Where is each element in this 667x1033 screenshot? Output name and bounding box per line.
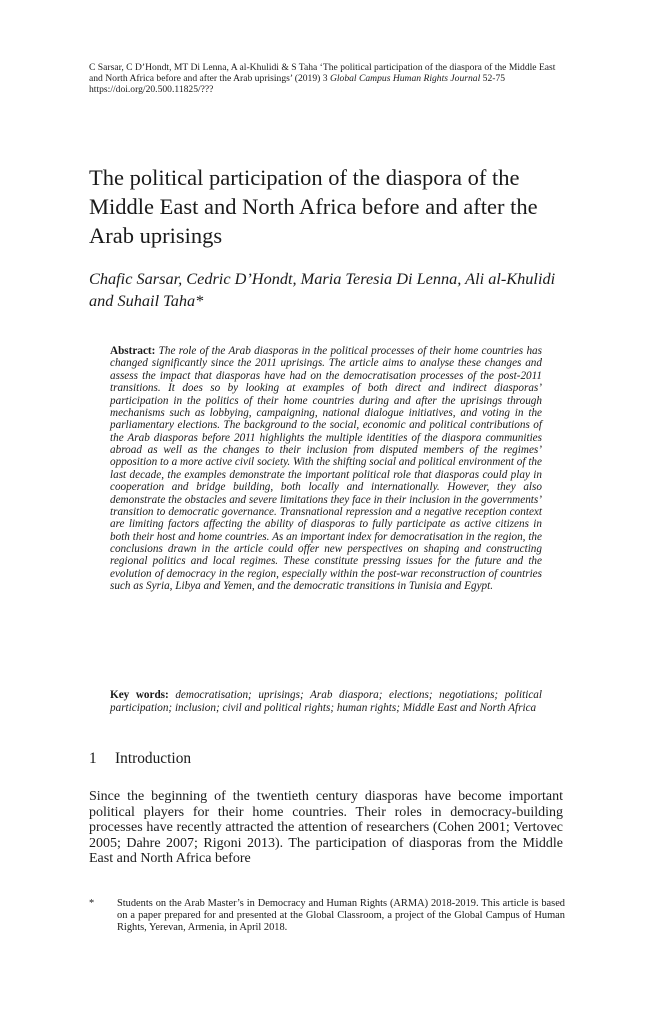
keywords-label: Key words: — [110, 689, 169, 701]
abstract-label: Abstract: — [110, 345, 156, 357]
section-number: 1 — [89, 750, 97, 767]
citation-text: C Sarsar, C D’Hondt, MT Di Lenna, A al-Khulidi & S Taha ‘The political participation of the diaspora of the Middle East and North Africa before and after the Arab uprisings’ (2019) 3 — [89, 62, 556, 84]
journal-name: Global Campus Human Rights Journal — [329, 73, 481, 84]
doi-link[interactable]: https://doi.org/20.500.11825/??? — [89, 84, 214, 95]
section-title: Introduction — [115, 750, 192, 767]
abstract — [110, 345, 542, 593]
footnote-text: Students on the Arab Master’s in Democracy and Human Rights (ARMA) 2018-2019. This article is based on a paper prepared for and presented at the Global Classroom, a project of the Global Campus of Human Rights, Yerevan, Armenia, in April 2018. — [117, 898, 565, 933]
page-range: 52-75 — [482, 73, 506, 84]
keywords-text: democratisation; uprisings; Arab diaspora; elections; negotiations; political participation; inclusion; civil and political rights; human rights; Middle East and North Africa — [110, 689, 542, 714]
footnote — [89, 898, 565, 934]
body-paragraph: Since the beginning of the twentieth century diasporas have become important political players for their home countries. Their roles in democracy-building processes have recently attracted the attention of researchers (Cohen 2001; Vertovec 2005; Dahre 2007; Rigoni 2013). The participation of diasporas from the Middle East and North Africa before — [89, 789, 563, 867]
article-title: The political participation of the diaspora of the Middle East and North Africa before and after the Arab uprisings — [89, 165, 538, 248]
author-list: Chafic Sarsar, Cedric D’Hondt, Maria Teresia Di Lenna, Ali al-Khulidi and Suhail Taha* — [89, 269, 556, 310]
section-heading — [89, 749, 191, 768]
keywords — [110, 689, 542, 714]
citation-block — [89, 62, 565, 95]
footnote-mark: * — [89, 898, 95, 909]
abstract-text: The role of the Arab diasporas in the political processes of their home countries has changed significantly since the 2011 uprisings. The article aims to analyse these changes and assess the impact that diasporas have had on the democratisation processes of the post-2011 transitions. It does so by looking at examples of both direct and indirect diasporas’ participation in the politics of their home countries during and after the uprisings through mechanisms such as lobbying, campaigning, national dialogue initiatives, and voting in the parliamentary elections. The background to the social, economic and political contributions of the Arab diasporas before 2011 highlights the multiple identities of the diaspora communities abroad as well as the changes to their inclusion from disputed members of the regimes’ opposition to a more active civil society. With the shifting social and political environment of the last decade, the examples demonstrate the important political role that diasporas could play in cooperation and bridge building, both locally and internationally. However, they also demonstrate the obstacles and severe limitations they face in their inclusion in the governments’ transition to democratic governance. Transnational repression and a negative reception context are limiting factors affecting the ability of diasporas to fully participate as active citizens in both their host and home countries. As an important index for democratisation in the region, the conclusions drawn in the article could offer new perspectives on shaping and constructing regional politics and local regimes. These constitute pressing issues for the future and the evolution of democracy in the region, especially within the post-war reconstruction of countries such as Syria, Libya and Yemen, and the democratic transitions in Tunisia and Egypt. — [110, 345, 542, 593]
